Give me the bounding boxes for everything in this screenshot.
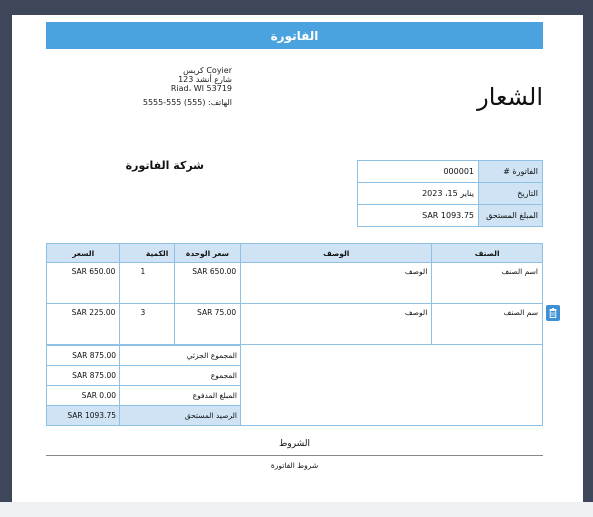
- items-header-row: [47, 244, 543, 263]
- meta-row-date: [358, 183, 543, 205]
- balance-due-label: الرصيد المستحق: [120, 406, 241, 426]
- col-quantity-header: الكمية: [120, 244, 174, 263]
- col-price-header: السعر: [47, 244, 120, 263]
- browser-bottom-bar: [0, 502, 593, 517]
- row-description[interactable]: الوصف: [241, 263, 432, 304]
- address-line: Riad، WI 53719: [170, 84, 232, 93]
- row-unit-price[interactable]: SAR 650.00: [174, 263, 240, 304]
- company-name[interactable]: شركة الفاتورة: [125, 159, 204, 172]
- invoice-number-label: الفاتورة #: [479, 161, 543, 183]
- items-table: [46, 243, 543, 345]
- totals-row-balance-due: [47, 406, 241, 426]
- table-row: [47, 304, 543, 345]
- address-line: 123 شارع أنشد: [178, 75, 232, 84]
- invoice-date-value[interactable]: يناير 15، 2023: [358, 183, 479, 205]
- subtotal-label: المجموع الجزئي: [120, 346, 241, 366]
- total-value: SAR 875.00: [47, 366, 120, 386]
- delete-row-button[interactable]: [546, 305, 560, 321]
- phone-line[interactable]: الهاتف: (555) 555-5555: [142, 98, 232, 107]
- meta-row-invoice-number: [358, 161, 543, 183]
- row-item-name[interactable]: سم الصنف: [432, 304, 543, 345]
- balance-due-value: SAR 1093.75: [47, 406, 120, 426]
- logo[interactable]: الشعار: [477, 83, 543, 111]
- totals-row-total: [47, 366, 241, 386]
- subtotal-value: SAR 875.00: [47, 346, 120, 366]
- row-description[interactable]: الوصف: [241, 304, 432, 345]
- row-price: SAR 650.00: [47, 263, 120, 304]
- terms-title: الشروط: [279, 439, 310, 449]
- invoice-number-value[interactable]: 000001: [358, 161, 479, 183]
- amount-due-label: المبلغ المستحق: [479, 205, 543, 227]
- meta-row-amount-due: [358, 205, 543, 227]
- total-label: المجموع: [120, 366, 241, 386]
- invoice-title[interactable]: الفاتورة: [46, 22, 543, 49]
- row-price: SAR 225.00: [47, 304, 120, 345]
- trash-icon: [549, 308, 557, 318]
- invoice-page: [12, 15, 583, 502]
- totals-row-paid: [47, 386, 241, 406]
- totals-area-border: [241, 345, 543, 426]
- row-quantity[interactable]: 3: [120, 304, 174, 345]
- table-row: [47, 263, 543, 304]
- row-quantity[interactable]: 1: [120, 263, 174, 304]
- invoice-meta-table: [357, 160, 543, 227]
- col-description-header: الوصف: [241, 244, 432, 263]
- row-item-name[interactable]: اسم الصنف: [432, 263, 543, 304]
- amount-due-value: SAR 1093.75: [358, 205, 479, 227]
- address-block[interactable]: [112, 66, 232, 93]
- invoice-date-label: التاريخ: [479, 183, 543, 205]
- address-line: كريس Coyier: [183, 66, 232, 75]
- browser-top-bar: [0, 0, 593, 15]
- totals-table: [46, 345, 241, 426]
- amount-paid-value[interactable]: SAR 0.00: [47, 386, 120, 406]
- row-unit-price[interactable]: SAR 75.00: [174, 304, 240, 345]
- terms-divider: [46, 455, 543, 456]
- col-unit-price-header: سعر الوحدة: [174, 244, 240, 263]
- totals-row-subtotal: [47, 346, 241, 366]
- amount-paid-label: المبلغ المدفوع: [120, 386, 241, 406]
- col-item-header: الصنف: [432, 244, 543, 263]
- terms-text[interactable]: شروط الفاتورة: [270, 461, 319, 470]
